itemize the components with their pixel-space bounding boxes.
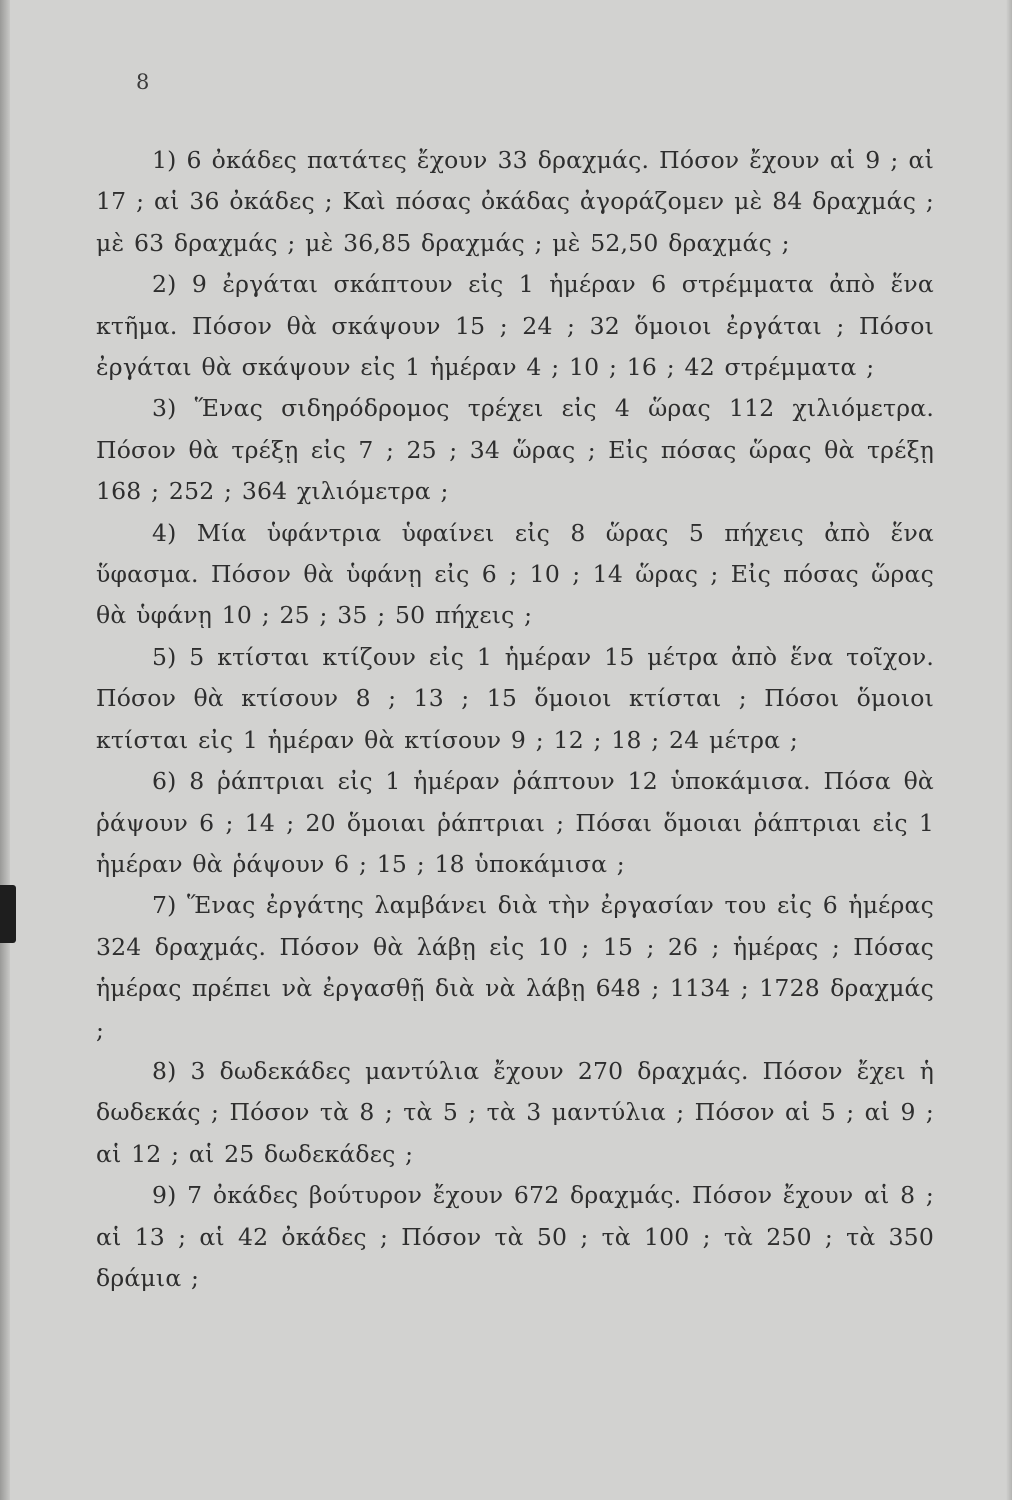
exercise-6: 6) 8 ῥάπτριαι εἰς 1 ἡμέραν ῥάπτουν 12 ὑποκάμισα. Πόσα θὰ ῥάψουν 6 ; 14 ; 20 ὅμοιαι ῥάπτριαι ; Πόσαι ὅμοιαι ῥάπτριαι εἰς 1 ἡμέραν θὰ ῥάψουν 6 ; 15 ; 18 ὑποκάμισα ; xyxy=(96,767,934,878)
exercise-7: 7) Ἕνας ἐργάτης λαμβάνει διὰ τὴν ἐργασίαν του εἰς 6 ἡμέρας 324 δραχμάς. Πόσον θὰ λάβῃ εἰς 10 ; 15 ; 26 ; ἡμέρας ; Πόσας ἡμέρας πρέπει νὰ ἐργασθῇ διὰ νὰ λάβῃ 648 ; 1134 ; 1728 δραχμάς ; xyxy=(96,891,934,1044)
scan-edge-left xyxy=(0,0,10,1500)
exercise-5: 5) 5 κτίσται κτίζουν εἰς 1 ἡμέραν 15 μέτρα ἀπὸ ἕνα τοῖχον. Πόσον θὰ κτίσουν 8 ; 13 ; 15 ὅμοιοι κτίσται ; Πόσοι ὅμοιοι κτίσται εἰς 1 ἡμέραν θὰ κτίσουν 9 ; 12 ; 18 ; 24 μέτρα ; xyxy=(96,642,934,754)
exercise-2: 2) 9 ἐργάται σκάπτουν εἰς 1 ἡμέραν 6 στρέμματα ἀπὸ ἕνα κτῆμα. Πόσον θὰ σκάψουν 15 ; 24 ; 32 ὅμοιοι ἐργάται ; Πόσοι ἐργάται θὰ σκάψουν εἰς 1 ἡμέραν 4 ; 10 ; 16 ; 42 στρέμματα ; xyxy=(96,270,934,382)
exercise-1: 1) 6 ὀκάδες πατάτες ἔχουν 33 δραχμάς. Πόσον ἔχουν αἱ 9 ; αἱ 17 ; αἱ 36 ὀκάδες ; Καὶ πόσας ὀκάδας ἀγοράζομεν μὲ 84 δραχμάς ; μὲ 63 δραχμάς ; μὲ 36,85 δραχμάς ; μὲ 52,50 δραχμάς ; xyxy=(96,146,934,257)
scan-edge-right xyxy=(1006,0,1012,1500)
exercise-list xyxy=(96,140,934,1299)
exercise-4: 4) Μία ὑφάντρια ὑφαίνει εἰς 8 ὥρας 5 πήχεις ἀπὸ ἕνα ὕφασμα. Πόσον θὰ ὑφάνῃ εἰς 6 ; 10 ; 14 ὥρας ; Εἰς πόσας ὥρας θὰ ὑφάνῃ 10 ; 25 ; 35 ; 50 πήχεις ; xyxy=(96,518,934,630)
exercise-9: 9) 7 ὀκάδες βούτυρον ἔχουν 672 δραχμάς. Πόσον ἔχουν αἱ 8 ; αἱ 13 ; αἱ 42 ὀκάδες ; Πόσον τὰ 50 ; τὰ 100 ; τὰ 250 ; τὰ 350 δράμια ; xyxy=(96,1181,934,1292)
exercise-3: 3) Ἕνας σιδηρόδρομος τρέχει εἰς 4 ὥρας 112 χιλιόμετρα. Πόσον θὰ τρέξῃ εἰς 7 ; 25 ; 34 ὥρας ; Εἰς πόσας ὥρας θὰ τρέξῃ 168 ; 252 ; 364 χιλιόμετρα ; xyxy=(96,394,934,506)
exercise-8: 8) 3 δωδεκάδες μαντύλια ἔχουν 270 δραχμάς. Πόσον ἔχει ἡ δωδεκάς ; Πόσον τὰ 8 ; τὰ 5 ; τὰ 3 μαντύλια ; Πόσον αἱ 5 ; αἱ 9 ; αἱ 12 ; αἱ 25 δωδεκάδες ; xyxy=(96,1056,934,1168)
page-number: 8 xyxy=(136,70,150,94)
binding-mark xyxy=(0,885,16,943)
